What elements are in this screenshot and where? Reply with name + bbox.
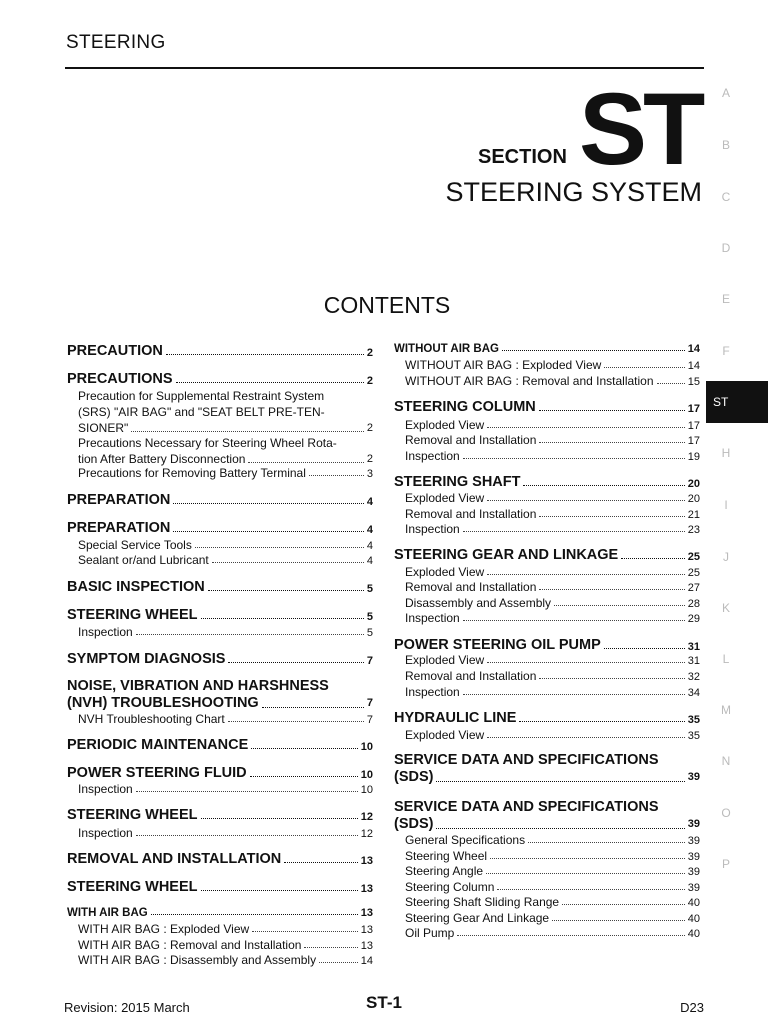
toc-heading[interactable]: [67, 579, 373, 595]
toc-subentry[interactable]: [394, 653, 700, 667]
toc-page-number: 19: [687, 451, 700, 463]
toc-subentry[interactable]: [394, 522, 700, 536]
toc-entry-label: STEERING GEAR AND LINKAGE: [394, 547, 619, 563]
toc-subentry[interactable]: [394, 669, 700, 683]
dot-leader: [248, 462, 363, 463]
dot-leader: [166, 354, 364, 355]
model-code: D23: [680, 1000, 704, 1015]
toc-entry-label: Inspection: [405, 522, 460, 536]
toc-subentry[interactable]: [67, 953, 373, 967]
toc-entry-label: PERIODIC MAINTENANCE: [67, 737, 249, 753]
dot-leader: [457, 935, 684, 936]
toc-entry-label-line: (SDS): [394, 816, 434, 832]
toc-entry-label: PREPARATION: [67, 520, 171, 536]
dot-leader: [519, 721, 684, 722]
section-name: STEERING SYSTEM: [445, 177, 702, 207]
toc-entry-label: PRECAUTIONS: [67, 371, 173, 387]
dot-leader: [490, 858, 685, 859]
toc-entry-label-line: Precautions Necessary for Steering Wheel Rota-: [78, 436, 337, 450]
toc-entry-label: Oil Pump: [405, 926, 455, 940]
toc-page-number: 13: [360, 883, 373, 895]
section-tab-l[interactable]: L: [722, 652, 730, 666]
toc-page-number: 17: [687, 435, 700, 447]
dot-leader: [539, 410, 685, 411]
dot-leader: [463, 620, 685, 621]
dot-leader: [539, 678, 684, 679]
toc-page-number: 10: [360, 784, 373, 796]
dot-leader: [497, 889, 684, 890]
section-tab-st[interactable]: ST: [706, 381, 768, 423]
toc-heading[interactable]: [67, 879, 373, 895]
toc-page-number: 3: [366, 468, 373, 480]
dot-leader: [136, 634, 364, 635]
toc-page-number: 17: [687, 420, 700, 432]
toc-subentry[interactable]: [394, 895, 700, 909]
dot-leader: [487, 662, 685, 663]
toc-page-number: 39: [687, 771, 700, 783]
toc-page-number: 17: [687, 403, 700, 415]
toc-heading[interactable]: [67, 520, 373, 536]
toc-page-number: 13: [360, 855, 373, 867]
dot-leader: [262, 707, 364, 708]
dot-leader: [319, 962, 358, 963]
toc-page-number: 39: [687, 818, 700, 830]
dot-leader: [251, 748, 357, 749]
toc-page-number: 39: [687, 866, 700, 878]
toc-subentry[interactable]: [67, 435, 373, 467]
toc-entry-label: Exploded View: [405, 653, 485, 667]
toc-entry-label: Inspection: [405, 611, 460, 625]
toc-entry-label-line: NOISE, VIBRATION AND HARSHNESS: [67, 678, 329, 694]
dot-leader: [173, 503, 363, 504]
toc-heading[interactable]: [67, 607, 373, 623]
dot-leader: [176, 382, 364, 383]
toc-heading[interactable]: [394, 710, 700, 726]
dot-leader: [436, 781, 684, 782]
toc-entry-label: Exploded View: [405, 491, 485, 505]
toc-page-number: 40: [687, 897, 700, 909]
dot-leader: [528, 842, 685, 843]
toc-entry-label: Steering Column: [405, 880, 495, 894]
toc-subentry[interactable]: [67, 826, 373, 840]
toc-heading[interactable]: [394, 399, 700, 415]
toc-page-number: 5: [366, 611, 373, 623]
toc-page-number: 14: [687, 360, 700, 372]
toc-subentry[interactable]: [394, 728, 700, 742]
toc-heading[interactable]: [67, 371, 373, 387]
dot-leader: [604, 648, 685, 649]
toc-entry-label: PREPARATION: [67, 492, 171, 508]
toc-subentry[interactable]: [394, 880, 700, 894]
dot-leader: [136, 835, 358, 836]
toc-page-number: 31: [687, 641, 700, 653]
section-code: ST: [579, 72, 702, 186]
dot-leader: [657, 383, 685, 384]
dot-leader: [250, 776, 358, 777]
toc-entry-label: Inspection: [78, 826, 133, 840]
toc-page-number: 4: [366, 555, 373, 567]
toc-page-number: 14: [360, 955, 373, 967]
toc-entry-label: Exploded View: [405, 728, 485, 742]
section-tab-o[interactable]: O: [721, 806, 731, 820]
toc-entry-label: HYDRAULIC LINE: [394, 710, 517, 726]
dot-leader: [228, 662, 363, 663]
toc-subentry[interactable]: [67, 712, 373, 726]
toc-entry-label: Steering Shaft Sliding Range: [405, 895, 560, 909]
toc-subentry[interactable]: [394, 449, 700, 463]
toc-page-number: 10: [360, 741, 373, 753]
toc-entry-label-line: (SRS) "AIR BAG" and "SEAT BELT PRE-TEN-: [78, 405, 325, 419]
toc-page-number: 12: [360, 811, 373, 823]
toc-page-number: 40: [687, 928, 700, 940]
section-tab-i[interactable]: I: [724, 498, 728, 512]
toc-entry-label: Exploded View: [405, 565, 485, 579]
section-tab-n[interactable]: N: [721, 754, 731, 768]
dot-leader: [539, 589, 684, 590]
toc-subentry[interactable]: [394, 849, 700, 863]
toc-entry-label: SYMPTOM DIAGNOSIS: [67, 651, 226, 667]
toc-entry-label-line: (SDS): [394, 769, 434, 785]
toc-entry-label: STEERING WHEEL: [67, 607, 198, 623]
dot-leader: [436, 828, 684, 829]
toc-subentry[interactable]: [394, 864, 700, 878]
toc-subentry[interactable]: [394, 833, 700, 847]
toc-entry-label: Removal and Installation: [405, 507, 537, 521]
dot-leader: [201, 818, 358, 819]
toc-entry-label: STEERING WHEEL: [67, 879, 198, 895]
header-divider: [65, 67, 704, 69]
toc-subentry[interactable]: [67, 922, 373, 936]
contents-title: [0, 292, 768, 319]
toc-heading[interactable]: [67, 651, 373, 667]
toc-entry-label: REMOVAL AND INSTALLATION: [67, 851, 282, 867]
toc-entry-label: General Specifications: [405, 833, 526, 847]
toc-entry-label-line: SERVICE DATA AND SPECIFICATIONS: [394, 752, 659, 768]
revision-date: Revision: 2015 March: [64, 1000, 190, 1015]
section-tab-h[interactable]: H: [721, 446, 731, 460]
toc-page-number: 2: [366, 347, 373, 359]
contents-title-text: CONTENTS: [323, 292, 451, 318]
section-tab-d[interactable]: D: [721, 241, 731, 255]
toc-page-number: 15: [687, 376, 700, 388]
toc-page-number: 20: [687, 478, 700, 490]
toc-heading[interactable]: [67, 807, 373, 823]
toc-subentry[interactable]: [394, 433, 700, 447]
dot-leader: [463, 694, 685, 695]
dot-leader: [195, 547, 364, 548]
toc-entry-label: Special Service Tools: [78, 538, 192, 552]
toc-entry-label: WITHOUT AIR BAG : Exploded View: [405, 358, 602, 372]
toc-page-number: 4: [366, 496, 373, 508]
toc-page-number: 2: [366, 375, 373, 387]
manual-header-title: STEERING: [66, 32, 166, 53]
toc-page-number: 13: [360, 924, 373, 936]
toc-entry-label: Removal and Installation: [405, 433, 537, 447]
toc-entry-label: Sealant or/and Lubricant: [78, 553, 209, 567]
toc-entry-label: STEERING WHEEL: [67, 807, 198, 823]
toc-heading[interactable]: [67, 678, 373, 712]
toc-page-number: 27: [687, 582, 700, 594]
dot-leader: [502, 350, 685, 351]
toc-entry-label: Inspection: [405, 685, 460, 699]
toc-page-number: 35: [687, 730, 700, 742]
toc-page-number: 4: [366, 540, 373, 552]
toc-entry-label: Steering Angle: [405, 864, 484, 878]
toc-entry-label: BASIC INSPECTION: [67, 579, 205, 595]
toc-page-number: 13: [360, 907, 373, 919]
dot-leader: [487, 737, 685, 738]
dot-leader: [173, 531, 363, 532]
toc-subentry[interactable]: [394, 611, 700, 625]
toc-page-number: 39: [687, 835, 700, 847]
toc-subentry[interactable]: [394, 580, 700, 594]
toc-subentry[interactable]: [394, 565, 700, 579]
toc-entry-label: STEERING COLUMN: [394, 399, 536, 415]
toc-page-number: 14: [687, 343, 700, 355]
toc-entry-label: WITHOUT AIR BAG: [394, 343, 499, 355]
toc-page-number: 39: [687, 851, 700, 863]
dot-leader: [487, 574, 685, 575]
toc-subentry[interactable]: [394, 507, 700, 521]
dot-leader: [487, 500, 685, 501]
toc-subentry[interactable]: [394, 374, 700, 388]
toc-page-number: 12: [360, 828, 373, 840]
toc-page-number: 39: [687, 882, 700, 894]
toc-subentry[interactable]: [67, 625, 373, 639]
section-tab-j[interactable]: J: [723, 550, 729, 564]
toc-subentry[interactable]: [67, 388, 373, 436]
toc-heading[interactable]: [67, 492, 373, 508]
dot-leader: [212, 562, 364, 563]
toc-entry-label-line: tion After Battery Disconnection: [78, 452, 246, 466]
section-tab-e[interactable]: E: [721, 292, 730, 306]
toc-page-number: 29: [687, 613, 700, 625]
dot-leader: [487, 427, 685, 428]
toc-subentry[interactable]: [394, 911, 700, 925]
toc-entry-label: Removal and Installation: [405, 580, 537, 594]
section-tab-k[interactable]: K: [721, 601, 730, 615]
toc-entry-label: Inspection: [405, 449, 460, 463]
dot-leader: [136, 791, 358, 792]
dot-leader: [252, 931, 358, 932]
toc-subentry[interactable]: [67, 538, 373, 552]
toc-entry-label: NVH Troubleshooting Chart: [78, 712, 225, 726]
section-label: SECTION: [478, 146, 567, 168]
toc-page-number: 5: [366, 583, 373, 595]
toc-heading[interactable]: [394, 799, 700, 833]
toc-page-number: 35: [687, 714, 700, 726]
dot-leader: [604, 367, 684, 368]
toc-subentry[interactable]: [394, 358, 700, 372]
dot-leader: [523, 485, 684, 486]
toc-entry-label: Steering Gear And Linkage: [405, 911, 550, 925]
toc-page-number: 4: [366, 524, 373, 536]
toc-subentry[interactable]: [67, 782, 373, 796]
toc-page-number: 28: [687, 598, 700, 610]
toc-entry-label: WITH AIR BAG : Removal and Installation: [78, 938, 302, 952]
dot-leader: [131, 431, 364, 432]
toc-entry-label: Disassembly and Assembly: [405, 596, 552, 610]
toc-entry-label: Removal and Installation: [405, 669, 537, 683]
toc-subentry[interactable]: [394, 491, 700, 505]
toc-page-number: 2: [366, 453, 373, 465]
toc-entry-label: STEERING SHAFT: [394, 474, 521, 490]
dot-leader: [539, 442, 684, 443]
toc-entry-label: WITH AIR BAG: [67, 907, 148, 919]
dot-leader: [621, 558, 685, 559]
toc-heading[interactable]: [394, 343, 700, 355]
toc-entry-label-line: (NVH) TROUBLESHOOTING: [67, 695, 259, 711]
toc-page-number: 32: [687, 671, 700, 683]
dot-leader: [486, 873, 685, 874]
toc-subentry[interactable]: [67, 466, 373, 480]
toc-entry-label: POWER STEERING FLUID: [67, 765, 247, 781]
section-tab-m[interactable]: M: [721, 703, 731, 717]
toc-page-number: 25: [687, 567, 700, 579]
section-tab-c[interactable]: C: [721, 190, 731, 204]
toc-page-number: 20: [687, 493, 700, 505]
toc-page-number: 7: [366, 714, 373, 726]
toc-entry-label: WITH AIR BAG : Exploded View: [78, 922, 250, 936]
dot-leader: [309, 475, 364, 476]
toc-heading[interactable]: [67, 765, 373, 781]
toc-entry-label: Exploded View: [405, 418, 485, 432]
dot-leader: [552, 920, 685, 921]
section-tab-a[interactable]: A: [721, 86, 730, 100]
toc-entry-label-line: SIONER": [78, 421, 129, 435]
toc-heading[interactable]: [394, 637, 700, 653]
toc-heading[interactable]: [67, 907, 373, 919]
dot-leader: [562, 904, 685, 905]
toc-entry-label: Steering Wheel: [405, 849, 488, 863]
dot-leader: [151, 914, 358, 915]
dot-leader: [228, 721, 364, 722]
toc-page-number: 7: [366, 697, 373, 709]
dot-leader: [463, 531, 685, 532]
toc-page-number: 13: [360, 940, 373, 952]
toc-page-number: 5: [366, 627, 373, 639]
toc-page-number: 23: [687, 524, 700, 536]
toc-page-number: 21: [687, 509, 700, 521]
toc-subentry[interactable]: [67, 553, 373, 567]
section-tab-f[interactable]: F: [722, 344, 730, 358]
section-tab-b[interactable]: B: [721, 138, 730, 152]
dot-leader: [201, 890, 358, 891]
toc-heading[interactable]: [394, 752, 700, 786]
toc-subentry[interactable]: [67, 938, 373, 952]
dot-leader: [284, 862, 357, 863]
toc-page-number: 31: [687, 655, 700, 667]
toc-page-number: 25: [687, 551, 700, 563]
toc-heading[interactable]: [394, 547, 700, 563]
toc-entry-label: PRECAUTION: [67, 343, 163, 359]
toc-subentry[interactable]: [394, 685, 700, 699]
toc-subentry[interactable]: [394, 596, 700, 610]
toc-page-number: 34: [687, 687, 700, 699]
toc-page-number: 10: [360, 769, 373, 781]
toc-subentry[interactable]: [394, 418, 700, 432]
section-tab-p[interactable]: P: [721, 857, 730, 871]
dot-leader: [201, 618, 364, 619]
toc-entry-label: WITHOUT AIR BAG : Removal and Installation: [405, 374, 654, 388]
toc-entry-label: Inspection: [78, 782, 133, 796]
toc-heading[interactable]: [67, 343, 373, 359]
toc-page-number: 7: [366, 655, 373, 667]
toc-entry-label-line: Precaution for Supplemental Restraint System: [78, 389, 325, 403]
toc-page-number: 2: [366, 422, 373, 434]
dot-leader: [554, 605, 685, 606]
toc-entry-label: Inspection: [78, 625, 133, 639]
page-number: ST-1: [366, 993, 402, 1012]
toc-entry-label: WITH AIR BAG : Disassembly and Assembly: [78, 953, 317, 967]
toc-heading[interactable]: [67, 851, 373, 867]
dot-leader: [539, 516, 684, 517]
toc-page-number: 40: [687, 913, 700, 925]
dot-leader: [304, 947, 357, 948]
dot-leader: [463, 458, 685, 459]
dot-leader: [208, 590, 364, 591]
toc-subentry[interactable]: [394, 926, 700, 940]
toc-entry-label-line: SERVICE DATA AND SPECIFICATIONS: [394, 799, 659, 815]
toc-entry-label: Precautions for Removing Battery Terminal: [78, 466, 306, 480]
toc-heading[interactable]: [394, 474, 700, 490]
toc-heading[interactable]: [67, 737, 373, 753]
toc-entry-label: POWER STEERING OIL PUMP: [394, 637, 601, 653]
